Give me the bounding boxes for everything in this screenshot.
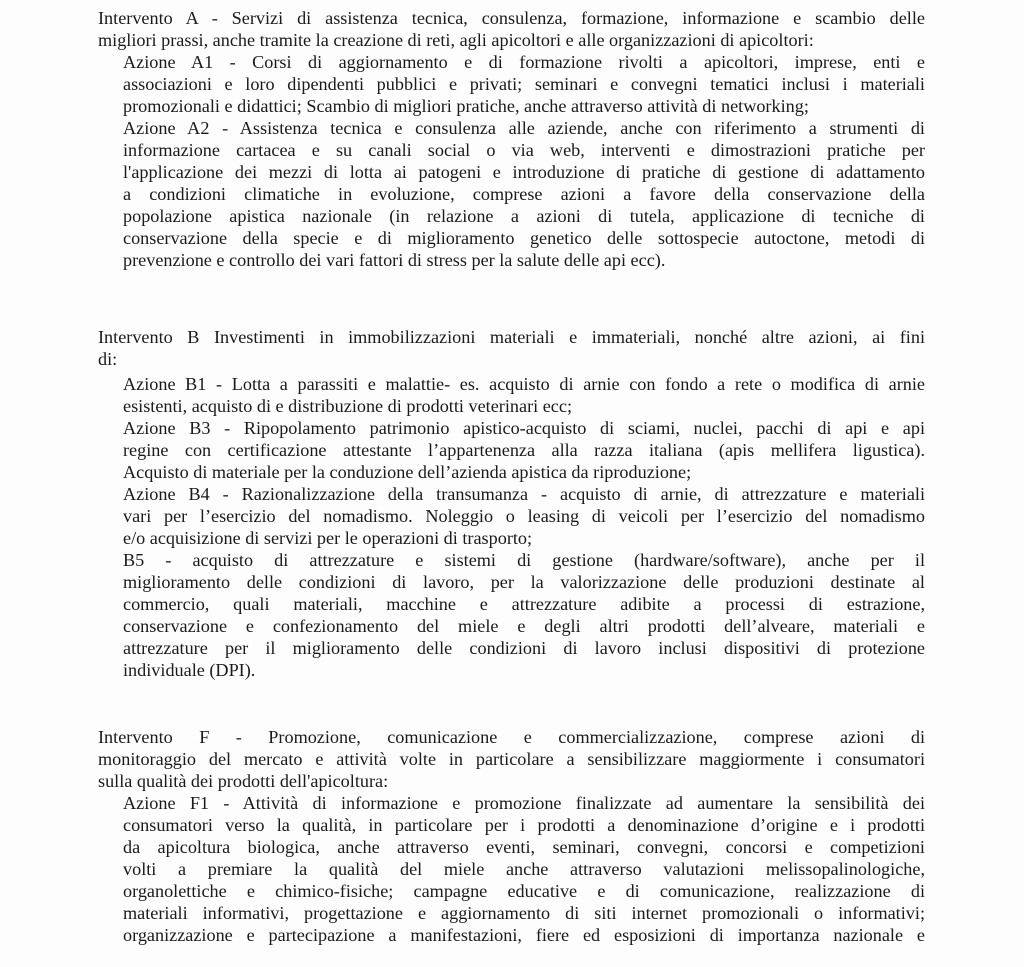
azione-a2-line: l'applicazione dei mezzi di lotta ai patogeni e introduzione di pratiche di gestione di adattamento [123,162,925,182]
azione-a1-line: Azione A1 - Corsi di aggiornamento e di formazione rivolti a apicoltori, imprese, enti e [123,52,925,72]
intervento-f-heading-line: monitoraggio del mercato e attività volte in particolare a sensibilizzare maggiormente i consumatori [98,749,925,769]
azione-b4-line: Azione B4 - Razionalizzazione della transumanza - acquisto di arnie, di attrezzature e materiali [123,484,925,504]
azione-b3-line: Acquisto di materiale per la conduzione dell’azienda apistica da riproduzione; [123,462,692,482]
azione-b1-line: esistenti, acquisto di e distribuzione di prodotti veterinari ecc; [123,396,573,416]
intervento-b [98,326,925,681]
azione-b5-line: commercio, quali materiali, macchine e attrezzature adibite a processi di estrazione, [123,594,925,614]
azione-b5-line: B5 - acquisto di attrezzature e sistemi di gestione (hardware/software), anche per il [123,550,925,570]
azione-f1-line: consumatori verso la qualità, in particolare per i prodotti a denominazione d’origine e i prodotti [123,815,925,835]
intervento-a-heading-line: Intervento A - Servizi di assistenza tecnica, consulenza, formazione, informazione e scambio delle [98,8,925,28]
azione-a2-line: popolazione apistica nazionale (in relazione a azioni di tutela, applicazione di tecniche di [123,206,925,226]
azione-a2 [123,117,925,271]
azione-f1-line: da apicoltura biologica, anche attraverso eventi, seminari, convegni, concorsi e competizioni [123,837,925,857]
azione-a2-line: Azione A2 - Assistenza tecnica e consulenza alle aziende, anche con riferimento a strumenti di [123,118,925,138]
azione-f1 [123,792,925,946]
azione-a2-line: prevenzione e controllo dei vari fattori di stress per la salute delle api ecc). [123,250,666,270]
azione-b1 [123,373,925,417]
azione-a2-line: informazione cartacea e su canali social o via web, interventi e dimostrazioni pratiche per [123,140,925,160]
azione-f1-line: organizzazione e partecipazione a manifestazioni, fiere ed esposizioni di importanza nazionale e [123,925,925,945]
azione-a2-line: conservazione della specie e di miglioramento genetico delle sottospecie autoctone, metodi di [123,228,925,248]
azione-b4-line: e/o acquisizione di servizi per le operazioni di trasporto; [123,528,533,548]
azione-b5-line: attrezzature per il miglioramento delle condizioni di lavoro inclusi dispositivi di protezione [123,638,925,658]
intervento-a [98,7,925,271]
azione-b3 [123,417,925,483]
azione-b1-line: Azione B1 - Lotta a parassiti e malattie- es. acquisto di arnie con fondo a rete o modifica di arnie [123,374,925,394]
intervento-f-heading-line: Intervento F - Promozione, comunicazione e commercializzazione, comprese azioni di [98,727,925,747]
azione-b3-line: regine con certificazione attestante l’appartenenza alla razza italiana (apis mellifera ligustica). [123,440,925,460]
azione-b5-line: individuale (DPI). [123,660,256,680]
azione-f1-line: organolettiche e chimico-fisiche; campagne educative e di comunicazione, realizzazione di [123,881,925,901]
azione-f1-line: volti a premiare la qualità del miele anche attraverso valutazioni melissopalinologiche, [123,859,925,879]
intervento-b-heading-line: di: [98,349,118,369]
azione-f1-line: materiali informativi, progettazione e aggiornamento di siti internet promozionali o informativi; [123,903,925,923]
azione-b5-line: conservazione e confezionamento del miele e degli altri prodotti dell’alveare, materiali e [123,616,925,636]
azione-f1-line: Azione F1 - Attività di informazione e promozione finalizzate ad aumentare la sensibilità dei [123,793,925,813]
azione-b5 [123,549,925,681]
azione-b5-line: miglioramento delle condizioni di lavoro, per la valorizzazione delle produzioni destinate al [123,572,925,592]
azione-b3-line: Azione B3 - Ripopolamento patrimonio apistico-acquisto di sciami, nuclei, pacchi di api e api [123,418,925,438]
azione-a1-line: promozionali e didattici; Scambio di migliori pratiche, anche attraverso attività di networking; [123,96,809,116]
azione-b4 [123,483,925,549]
azione-a1 [123,51,925,117]
intervento-a-heading-line: migliori prassi, anche tramite la creazione di reti, agli apicoltori e alle organizzazioni di apicoltori: [98,30,814,50]
intervento-f [98,726,925,946]
intervento-b-heading-line: Intervento B Investimenti in immobilizzazioni materiali e immateriali, nonché altre azioni, ai fini [98,327,925,347]
azione-a2-line: a condizioni climatiche in evoluzione, comprese azioni a favore della conservazione della [123,184,925,204]
azione-a1-line: associazioni e loro dipendenti pubblici e privati; seminari e convegni tematici inclusi i materiali [123,74,925,94]
intervento-f-heading-line: sulla qualità dei prodotti dell'apicoltura: [98,771,389,791]
azione-b4-line: vari per l’esercizio del nomadismo. Noleggio o leasing di veicoli per l’esercizio del nomadismo [123,506,925,526]
